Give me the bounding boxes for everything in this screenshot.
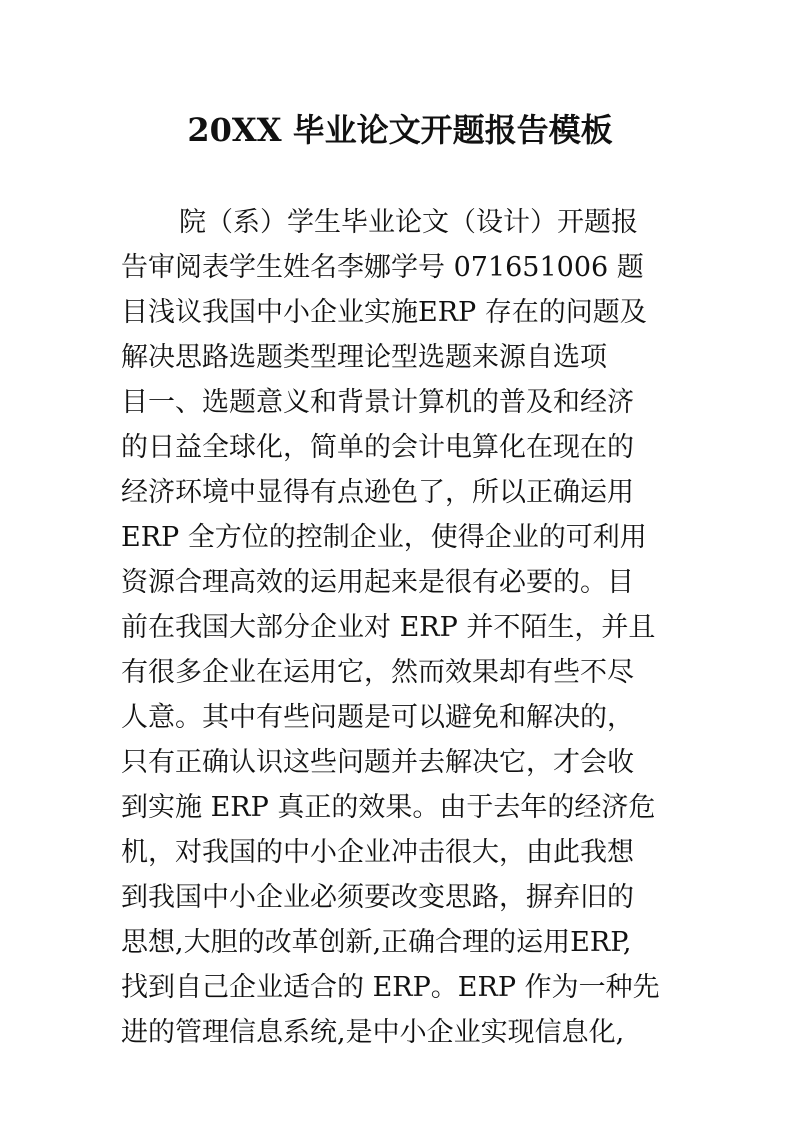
- paragraph-line: ERP 全方位的控制企业，使得企业的可利用: [121, 522, 647, 553]
- paragraph-line: 院（系）学生毕业论文（设计）开题报: [179, 207, 638, 238]
- paragraph-line: 资源合理高效的运用起来是很有必要的。目: [121, 567, 634, 598]
- paragraph-line: 经济环境中显得有点逊色了，所以正确运用: [121, 477, 634, 508]
- paragraph-line: 目浅议我国中小企业实施ERP 存在的问题及: [121, 297, 647, 328]
- paragraph-line: 思想,大胆的改革创新,正确合理的运用ERP,: [121, 927, 632, 958]
- paragraph-line: 目一、选题意义和背景计算机的普及和经济: [121, 387, 634, 418]
- paragraph-line: 进的管理信息系统,是中小企业实现信息化,: [121, 1017, 625, 1048]
- paragraph-line: 机，对我国的中小企业冲击很大，由此我想: [121, 837, 634, 868]
- paragraph-line: 的日益全球化，简单的会计电算化在现在的: [121, 432, 634, 463]
- paragraph-line: 告审阅表学生姓名李娜学号 071651006 题: [121, 252, 644, 283]
- paragraph-line: 只有正确认识这些问题并去解决它，才会收: [121, 747, 634, 778]
- paragraph-line: 到实施 ERP 真正的效果。由于去年的经济危: [121, 792, 656, 823]
- paragraph-line: 有很多企业在运用它，然而效果却有些不尽: [121, 657, 634, 688]
- paragraph-line: 到我国中小企业必须要改变思路，摒弃旧的: [121, 882, 634, 913]
- document-title: 20XX 毕业论文开题报告模板: [187, 111, 613, 149]
- document-body: [121, 200, 693, 1055]
- paragraph-line: 人意。其中有些问题是可以避免和解决的，: [121, 702, 634, 733]
- paragraph-line: 解决思路选题类型理论型选题来源自选项: [121, 342, 607, 373]
- paragraph-line: 找到自己企业适合的 ERP。ERP 作为一种先: [121, 972, 660, 1003]
- paragraph-line: 前在我国大部分企业对 ERP 并不陌生，并且: [121, 612, 656, 643]
